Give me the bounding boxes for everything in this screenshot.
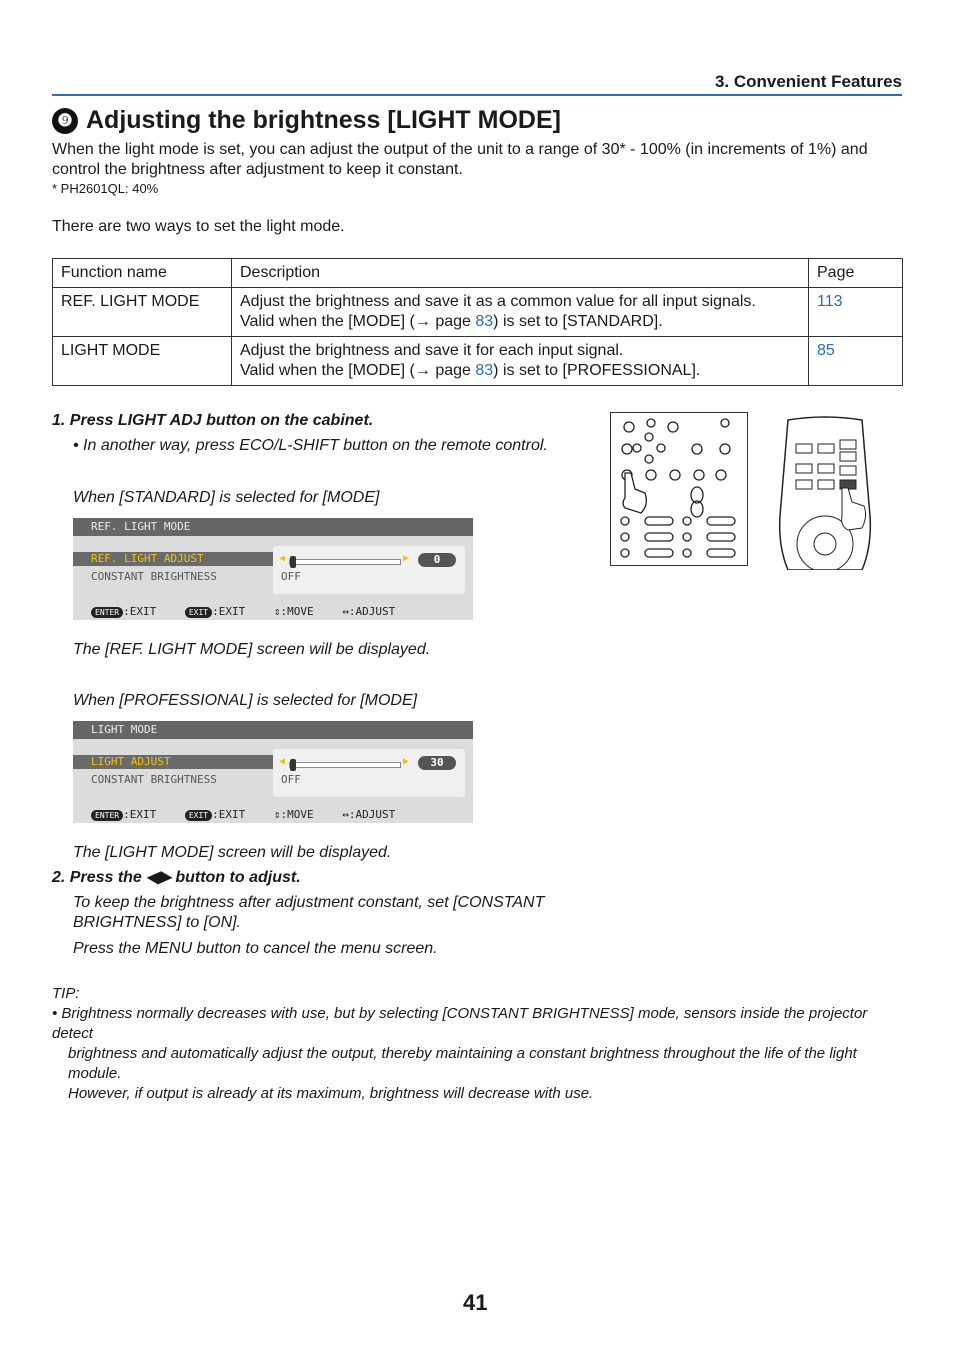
light-mode-osd bbox=[73, 721, 473, 823]
slider-value: 0 bbox=[418, 553, 456, 567]
light-adjust-slider[interactable] bbox=[289, 559, 401, 565]
slider-knob[interactable] bbox=[290, 759, 296, 771]
enter-key-icon: ENTER bbox=[91, 810, 123, 821]
footer-move: ⇕:MOVE bbox=[273, 605, 314, 618]
ways-text: There are two ways to set the light mode. bbox=[52, 218, 345, 235]
constant-brightness-value: OFF bbox=[281, 773, 301, 786]
slider-value: 30 bbox=[418, 756, 456, 770]
page-title bbox=[52, 106, 561, 135]
table-cell-name: REF. LIGHT MODE bbox=[53, 288, 232, 337]
section-header: 3. Convenient Features bbox=[52, 72, 902, 96]
table-cell-page bbox=[809, 288, 903, 337]
desc-line-1: Adjust the brightness and save it for each input signal. bbox=[240, 342, 624, 359]
osd-value-panel bbox=[273, 749, 465, 797]
remote-control-icon bbox=[778, 416, 873, 570]
intro-line-2: control the brightness after adjustment to keep it constant. bbox=[52, 161, 463, 178]
step-2: 2. Press the ◀▶ button to adjust. bbox=[52, 869, 301, 886]
light-displayed-caption: The [LIGHT MODE] screen will be displayed. bbox=[73, 844, 392, 861]
table-row bbox=[53, 337, 903, 386]
table-header-cell: Function name bbox=[53, 259, 232, 288]
tip-line-1: • Brightness normally decreases with use, but by selecting [CONSTANT BRIGHTNESS] mode, sensors inside the projector detect bbox=[52, 1005, 868, 1042]
footer-label: :EXIT bbox=[212, 808, 246, 821]
desc-text: ) is set to [PROFESSIONAL]. bbox=[493, 362, 701, 379]
tip-line-2: brightness and automatically adjust the output, thereby maintaining a constant brightness throughout the life of the light module. bbox=[68, 1045, 857, 1082]
osd-footer bbox=[73, 807, 473, 823]
osd-row-ref-light-adjust[interactable]: REF. LIGHT ADJUST bbox=[73, 552, 291, 566]
footer-label: :EXIT bbox=[212, 605, 246, 618]
table-cell-name: LIGHT MODE bbox=[53, 337, 232, 386]
footer-adjust: ↔:ADJUST bbox=[342, 605, 396, 618]
step-2-text-3: Press the MENU button to cancel the menu screen. bbox=[73, 940, 438, 957]
desc-line-1: Adjust the brightness and save it as a common value for all input signals. bbox=[240, 293, 756, 310]
desc-text: ) is set to [STANDARD]. bbox=[493, 313, 663, 330]
desc-text: Valid when the [MODE] (→ page bbox=[240, 362, 476, 379]
ref-displayed-caption: The [REF. LIGHT MODE] screen will be displayed. bbox=[73, 641, 431, 658]
title-number-badge: ❾ bbox=[52, 108, 78, 134]
step-2-text-2: BRIGHTNESS] to [ON]. bbox=[73, 914, 242, 931]
intro-paragraph bbox=[52, 140, 912, 180]
constant-brightness-value: OFF bbox=[281, 570, 301, 583]
when-professional-caption: When [PROFESSIONAL] is selected for [MODE] bbox=[73, 692, 418, 709]
cabinet-buttons-icon bbox=[611, 413, 747, 565]
footer-adjust: ↔:ADJUST bbox=[342, 808, 396, 821]
intro-line-1: When the light mode is set, you can adjust the output of the unit to a range of 30* - 100% (in increments of 1%) and bbox=[52, 141, 868, 158]
desc-line-2 bbox=[240, 312, 800, 332]
osd-row-constant-brightness[interactable]: CONSTANT BRIGHTNESS bbox=[91, 773, 217, 786]
page-link-83[interactable]: 83 bbox=[475, 362, 494, 379]
page-link-85[interactable]: 85 bbox=[817, 342, 835, 359]
table-header-cell: Page bbox=[809, 259, 903, 288]
table-row bbox=[53, 288, 903, 337]
osd-title: REF. LIGHT MODE bbox=[73, 518, 473, 536]
footer-label: :EXIT bbox=[123, 605, 157, 618]
exit-key-icon: EXIT bbox=[185, 607, 212, 618]
remote-control-illustration bbox=[778, 416, 873, 570]
function-table bbox=[52, 258, 903, 386]
right-arrow-icon: ▶ bbox=[403, 756, 410, 767]
page-link-113[interactable]: 113 bbox=[817, 293, 843, 310]
footnote: * PH2601QL: 40% bbox=[52, 181, 159, 196]
left-arrow-icon: ◀ bbox=[279, 553, 286, 564]
step-1: 1. Press LIGHT ADJ button on the cabinet. bbox=[52, 412, 374, 429]
table-cell-desc bbox=[232, 337, 809, 386]
left-arrow-icon: ◀ bbox=[279, 756, 286, 767]
table-cell-page bbox=[809, 337, 903, 386]
when-standard-caption: When [STANDARD] is selected for [MODE] bbox=[73, 489, 380, 506]
enter-key-icon: ENTER bbox=[91, 607, 123, 618]
footer-label: :EXIT bbox=[123, 808, 157, 821]
page-number: 41 bbox=[463, 1290, 488, 1315]
footer-move: ⇕:MOVE bbox=[273, 808, 314, 821]
osd-row-light-adjust[interactable]: LIGHT ADJUST bbox=[73, 755, 291, 769]
tip-line-3: However, if output is already at its maximum, brightness will decrease with use. bbox=[68, 1085, 594, 1102]
tip-label: TIP: bbox=[52, 985, 80, 1002]
table-header-cell: Description bbox=[232, 259, 809, 288]
tip-text bbox=[52, 1004, 912, 1104]
title-text: Adjusting the brightness [LIGHT MODE] bbox=[86, 106, 561, 134]
right-arrow-icon: ▶ bbox=[403, 553, 410, 564]
table-cell-desc bbox=[232, 288, 809, 337]
osd-footer bbox=[73, 604, 473, 620]
light-adjust-slider[interactable] bbox=[289, 762, 401, 768]
step-2-text-1: To keep the brightness after adjustment constant, set [CONSTANT bbox=[73, 894, 545, 911]
osd-row-constant-brightness[interactable]: CONSTANT BRIGHTNESS bbox=[91, 570, 217, 583]
slider-knob[interactable] bbox=[290, 556, 296, 568]
ref-light-mode-osd bbox=[73, 518, 473, 620]
step-1-bullet: • In another way, press ECO/L-SHIFT button on the remote control. bbox=[73, 437, 548, 454]
osd-value-panel bbox=[273, 546, 465, 594]
desc-text: Valid when the [MODE] (→ page bbox=[240, 313, 476, 330]
cabinet-panel-illustration bbox=[610, 412, 748, 566]
table-header-row bbox=[53, 259, 903, 288]
osd-title: LIGHT MODE bbox=[73, 721, 473, 739]
page-link-83[interactable]: 83 bbox=[475, 313, 494, 330]
exit-key-icon: EXIT bbox=[185, 810, 212, 821]
desc-line-2 bbox=[240, 361, 800, 381]
